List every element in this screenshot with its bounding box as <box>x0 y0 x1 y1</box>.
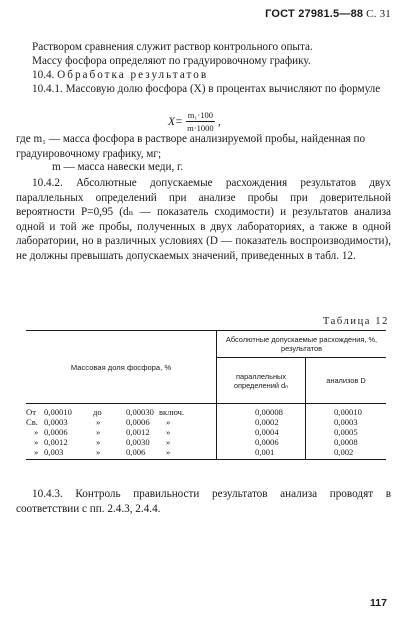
range-suffix: » <box>166 427 171 437</box>
page-number: 117 <box>370 597 387 609</box>
header-analyses-d: анализов D <box>326 376 366 385</box>
range-prefix: » <box>34 427 39 437</box>
range-to-word: до <box>93 407 102 417</box>
header-absolute-discrepancies: Абсолютные допускаемые расхождения, %, результатов <box>217 331 386 358</box>
section-title: Обработка результатов <box>57 69 209 81</box>
paragraph-where-m1: где m₁ — масса фосфора в растворе анализируемой пробы, найденная по градуировочному графику, мг; <box>16 133 366 160</box>
table-body <box>26 404 386 460</box>
value-d: 0,0003 <box>334 417 358 427</box>
range-suffix: » <box>166 417 171 427</box>
paragraph-10-4-3: 10.4.3. Контроль правильности результатов анализа проводят в соответствии с пп. 2.4.3, 2.4.4. <box>16 488 391 515</box>
range-to: 0,006 <box>126 447 146 457</box>
paragraph-reference-solution: Раствором сравнения служит раствор контрольного опыта. <box>32 41 313 53</box>
table-row <box>26 407 386 417</box>
range-to: 0,0012 <box>126 427 150 437</box>
header-page: С. 31 <box>366 8 391 20</box>
table-header <box>26 330 386 404</box>
section-number: 10.4. <box>32 69 55 81</box>
paragraph-10-4-1: 10.4.1. Массовую долю фосфора (X) в процентах вычисляют по формуле <box>32 83 381 95</box>
value-dn: 0,0004 <box>255 427 279 437</box>
range-to-word: » <box>96 437 101 447</box>
range-prefix: » <box>34 447 39 457</box>
range-to: 0,0030 <box>126 437 150 447</box>
value-dn: 0,0002 <box>255 417 279 427</box>
paragraph-10-4-2: 10.4.2. Абсолютные допускаемые расхождения результатов двух параллельных определений при анализе пробы при доверительной вероятности P=0,95 (dₙ — показатель сходимости) и результатов анализа одной и той же пробы, полученных в двух лабораториях, а также в одной лаборатории, но в различных условиях (D — показатель воспроизводимости), не должны превышать допускаемых значений, приведенных в табл. 12. <box>16 177 391 262</box>
range-to: 0,00030 <box>126 407 154 417</box>
value-dn: 0,0006 <box>255 437 279 447</box>
table-row <box>26 447 386 457</box>
range-suffix: » <box>166 437 171 447</box>
range-prefix: » <box>34 437 39 447</box>
table-12 <box>26 330 386 460</box>
value-dn: 0,001 <box>255 447 275 457</box>
value-d: 0,0005 <box>334 427 358 437</box>
formula <box>168 110 221 133</box>
range-to-word: » <box>96 447 101 457</box>
formula-tail: , <box>217 115 221 128</box>
formula-fraction <box>186 110 215 133</box>
range-from: 0,00010 <box>44 407 72 417</box>
page-header <box>265 8 391 20</box>
value-dn: 0,00008 <box>255 407 283 417</box>
formula-lhs: X= <box>168 115 183 128</box>
table-row <box>26 417 386 427</box>
range-to-word: » <box>96 427 101 437</box>
header-parallel-determinations: параллельных определений dₙ <box>217 358 306 403</box>
formula-numerator: m₁·100 <box>187 110 213 120</box>
table-row <box>26 437 386 447</box>
range-prefix: Св. <box>26 417 38 427</box>
range-to-word: » <box>96 417 101 427</box>
range-from: 0,0003 <box>44 417 68 427</box>
range-to: 0,0006 <box>126 417 150 427</box>
range-suffix: » <box>166 447 171 457</box>
table-title: Таблица 12 <box>322 316 389 327</box>
range-from: 0,003 <box>44 447 64 457</box>
range-suffix: включ. <box>159 407 185 417</box>
standard-code: ГОСТ 27981.5—88 <box>265 8 364 20</box>
value-d: 0,0008 <box>334 437 358 447</box>
table-row <box>26 427 386 437</box>
range-from: 0,0012 <box>44 437 68 447</box>
range-prefix: От <box>26 407 36 417</box>
range-from: 0,0006 <box>44 427 68 437</box>
paragraph-phosphorus-mass: Массу фосфора определяют по градуировочному графику. <box>32 55 311 67</box>
header-phosphorus-fraction: Массовая доля фосфора, % <box>26 331 217 403</box>
section-heading-10-4 <box>16 68 391 83</box>
paragraph-where-m: m — масса навески меди, г. <box>52 161 184 173</box>
value-d: 0,00010 <box>334 407 362 417</box>
value-d: 0,002 <box>334 447 354 457</box>
formula-denominator: m·1000 <box>187 123 214 133</box>
